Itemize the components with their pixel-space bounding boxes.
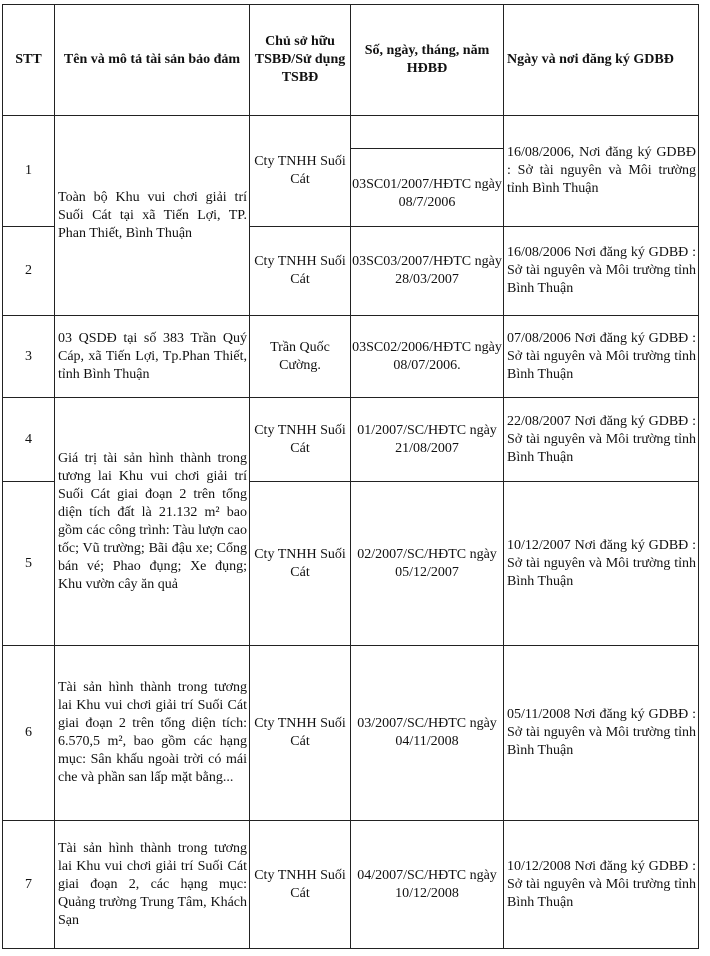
- table-row: [3, 316, 699, 398]
- row-owner: Cty TNHH Suối Cát: [250, 227, 351, 316]
- header-description: Tên và mô tả tài sản bảo đảm: [55, 5, 250, 116]
- row-registration: 16/08/2006, Nơi đăng ký GDBĐ : Sở tài nguyên và Môi trường tỉnh Bình Thuận: [504, 116, 699, 227]
- row-description: [55, 116, 250, 316]
- row-description: Tài sản hình thành trong tương lai Khu vui chơi giải trí Suối Cát giai đoạn 2, các hạng mục: Quảng trường Trung Tâm, Khách Sạn: [55, 821, 250, 949]
- header-owner: Chủ sở hữu TSBĐ/Sử dụng TSBĐ: [250, 5, 351, 116]
- row-stt: 5: [3, 482, 55, 646]
- row-contract: 03SC03/2007/HĐTC ngày 28/03/2007: [351, 227, 504, 316]
- row-contract: 03SC02/2006/HĐTC ngày 08/07/2006.: [351, 316, 504, 398]
- row-owner: Trần Quốc Cường.: [250, 316, 351, 398]
- row-registration: 05/11/2008 Nơi đăng ký GDBĐ : Sở tài nguyên và Môi trường tỉnh Bình Thuận: [504, 646, 699, 821]
- table-row: [3, 646, 699, 821]
- row-owner: Cty TNHH Suối Cát: [250, 482, 351, 646]
- header-contract: Số, ngày, tháng, năm HĐBĐ: [351, 5, 504, 116]
- row-stt: 2: [3, 227, 55, 316]
- row-contract: 03/2007/SC/HĐTC ngày 04/11/2008: [351, 646, 504, 821]
- row-registration: 22/08/2007 Nơi đăng ký GDBĐ : Sở tài nguyên và Môi trường tỉnh Bình Thuận: [504, 398, 699, 482]
- header-stt: STT: [3, 5, 55, 116]
- row-description: [55, 398, 250, 646]
- row-registration: 16/08/2006 Nơi đăng ký GDBĐ : Sở tài nguyên và Môi trường tỉnh Bình Thuận: [504, 227, 699, 316]
- row-stt: 1: [3, 116, 55, 227]
- row-stt: 4: [3, 398, 55, 482]
- collateral-table: [2, 4, 699, 949]
- row-description: Tài sản hình thành trong tương lai Khu vui chơi giải trí Suối Cát giai đoạn 2 trên tổng diện tích: 6.570,5 m², bao gồm các hạng mục: Sân khấu ngoài trời có mái che và phần san lấp mặt bằng...: [55, 646, 250, 821]
- table-row: [3, 398, 699, 482]
- description-text: Giá trị tài sản hình thành trong tương lai Khu vui chơi giải trí Suối Cát giai đoạn 2 trên tổng diện tích đất là 21.132 m² bao gồm các công trình: Tàu lượn cao tốc; Vũ trường; Bãi đậu xe; Cổng bán vé; Phao đụng; Xe đụng; Khu vườn cây ăn quả: [58, 450, 247, 592]
- description-text: Toàn bộ Khu vui chơi giải trí Suối Cát tại xã Tiến Lợi, TP. Phan Thiết, Bình Thuận: [58, 189, 247, 241]
- row-registration: 07/08/2006 Nơi đăng ký GDBĐ : Sở tài nguyên và Môi trường tỉnh Bình Thuận: [504, 316, 699, 398]
- row-contract: 01/2007/SC/HĐTC ngày 21/08/2007: [351, 398, 504, 482]
- row-owner: Cty TNHH Suối Cát: [250, 398, 351, 482]
- row-description: 03 QSDĐ tại số 383 Trần Quý Cáp, xã Tiến Lợi, Tp.Phan Thiết, tỉnh Bình Thuận: [55, 316, 250, 398]
- row-owner: Cty TNHH Suối Cát: [250, 646, 351, 821]
- header-registration: Ngày và nơi đăng ký GDBĐ: [504, 5, 699, 116]
- header-row: [3, 5, 699, 116]
- row-stt: 7: [3, 821, 55, 949]
- table-row: [3, 116, 699, 227]
- row-contract: 04/2007/SC/HĐTC ngày 10/12/2008: [351, 821, 504, 949]
- row-owner: Cty TNHH Suối Cát: [250, 116, 351, 227]
- contract-text: 03SC01/2007/HĐTC ngày 08/7/2006: [352, 177, 502, 210]
- row-registration: 10/12/2007 Nơi đăng ký GDBĐ : Sở tài nguyên và Môi trường tỉnh Bình Thuận: [504, 482, 699, 646]
- row-owner: Cty TNHH Suối Cát: [250, 821, 351, 949]
- row-contract: 02/2007/SC/HĐTC ngày 05/12/2007: [351, 482, 504, 646]
- table-row: [3, 821, 699, 949]
- row-registration: 10/12/2008 Nơi đăng ký GDBĐ : Sở tài nguyên và Môi trường tỉnh Bình Thuận: [504, 821, 699, 949]
- row-contract: [351, 116, 504, 227]
- row-stt: 3: [3, 316, 55, 398]
- row-stt: 6: [3, 646, 55, 821]
